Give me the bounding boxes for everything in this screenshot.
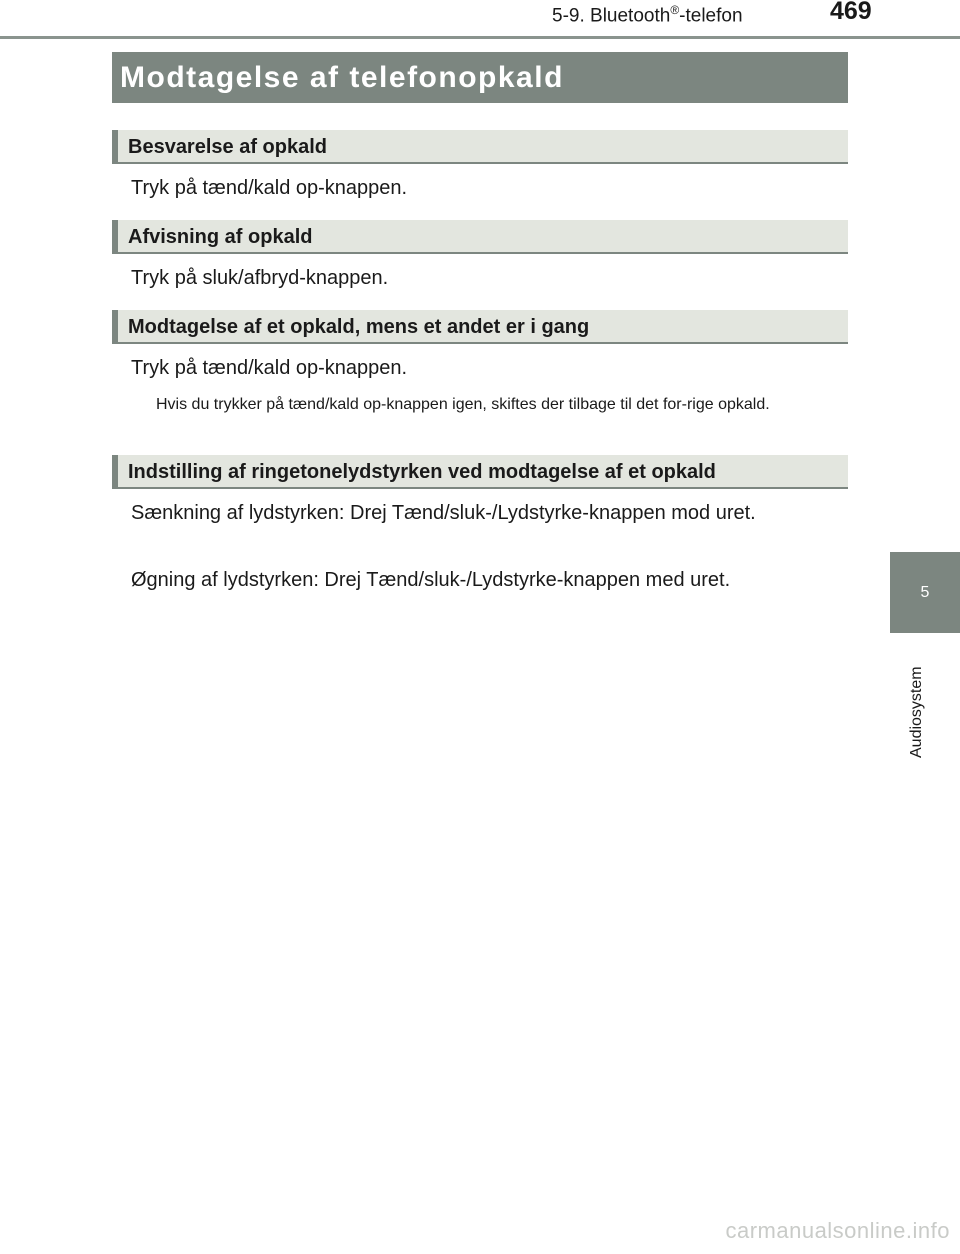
subheading-answer-call: Besvarelse af opkald — [112, 130, 848, 164]
answer-call-text: Tryk på tænd/kald op-knappen. — [131, 177, 408, 199]
page-title: Modtagelse af telefonopkald — [112, 52, 848, 103]
call-waiting-text: Tryk på tænd/kald op-knappen. — [131, 357, 408, 379]
registered-mark: ® — [670, 3, 680, 17]
chapter-tab: 5 — [890, 552, 960, 633]
section-reference — [552, 3, 743, 27]
subheading-call-waiting: Modtagelse af et opkald, mens et andet er i gang — [112, 310, 848, 344]
chapter-label: Audiosystem — [908, 666, 925, 758]
subheading-reject-call: Afvisning af opkald — [112, 220, 848, 254]
section-prefix: 5-9. Bluetooth — [552, 5, 671, 27]
reject-call-text: Tryk på sluk/afbryd-knappen. — [131, 267, 389, 289]
page-number: 469 — [830, 0, 872, 25]
subheading-ringtone-volume: Indstilling af ringetonelydstyrken ved modtagelse af et opkald — [112, 455, 848, 489]
volume-up-text: Øgning af lydstyrken: Drej Tænd/sluk-/Lydstyrke-knappen med uret. — [131, 569, 731, 591]
running-header — [0, 0, 960, 39]
section-suffix: -telefon — [679, 5, 743, 27]
watermark: carmanualsonline.info — [725, 1218, 950, 1243]
call-waiting-note: Hvis du trykker på tænd/kald op-knappen igen, skiftes der tilbage til det for-rige opkald. — [156, 396, 770, 413]
volume-down-text: Sænkning af lydstyrken: Drej Tænd/sluk-/Lydstyrke-knappen mod uret. — [131, 502, 756, 524]
